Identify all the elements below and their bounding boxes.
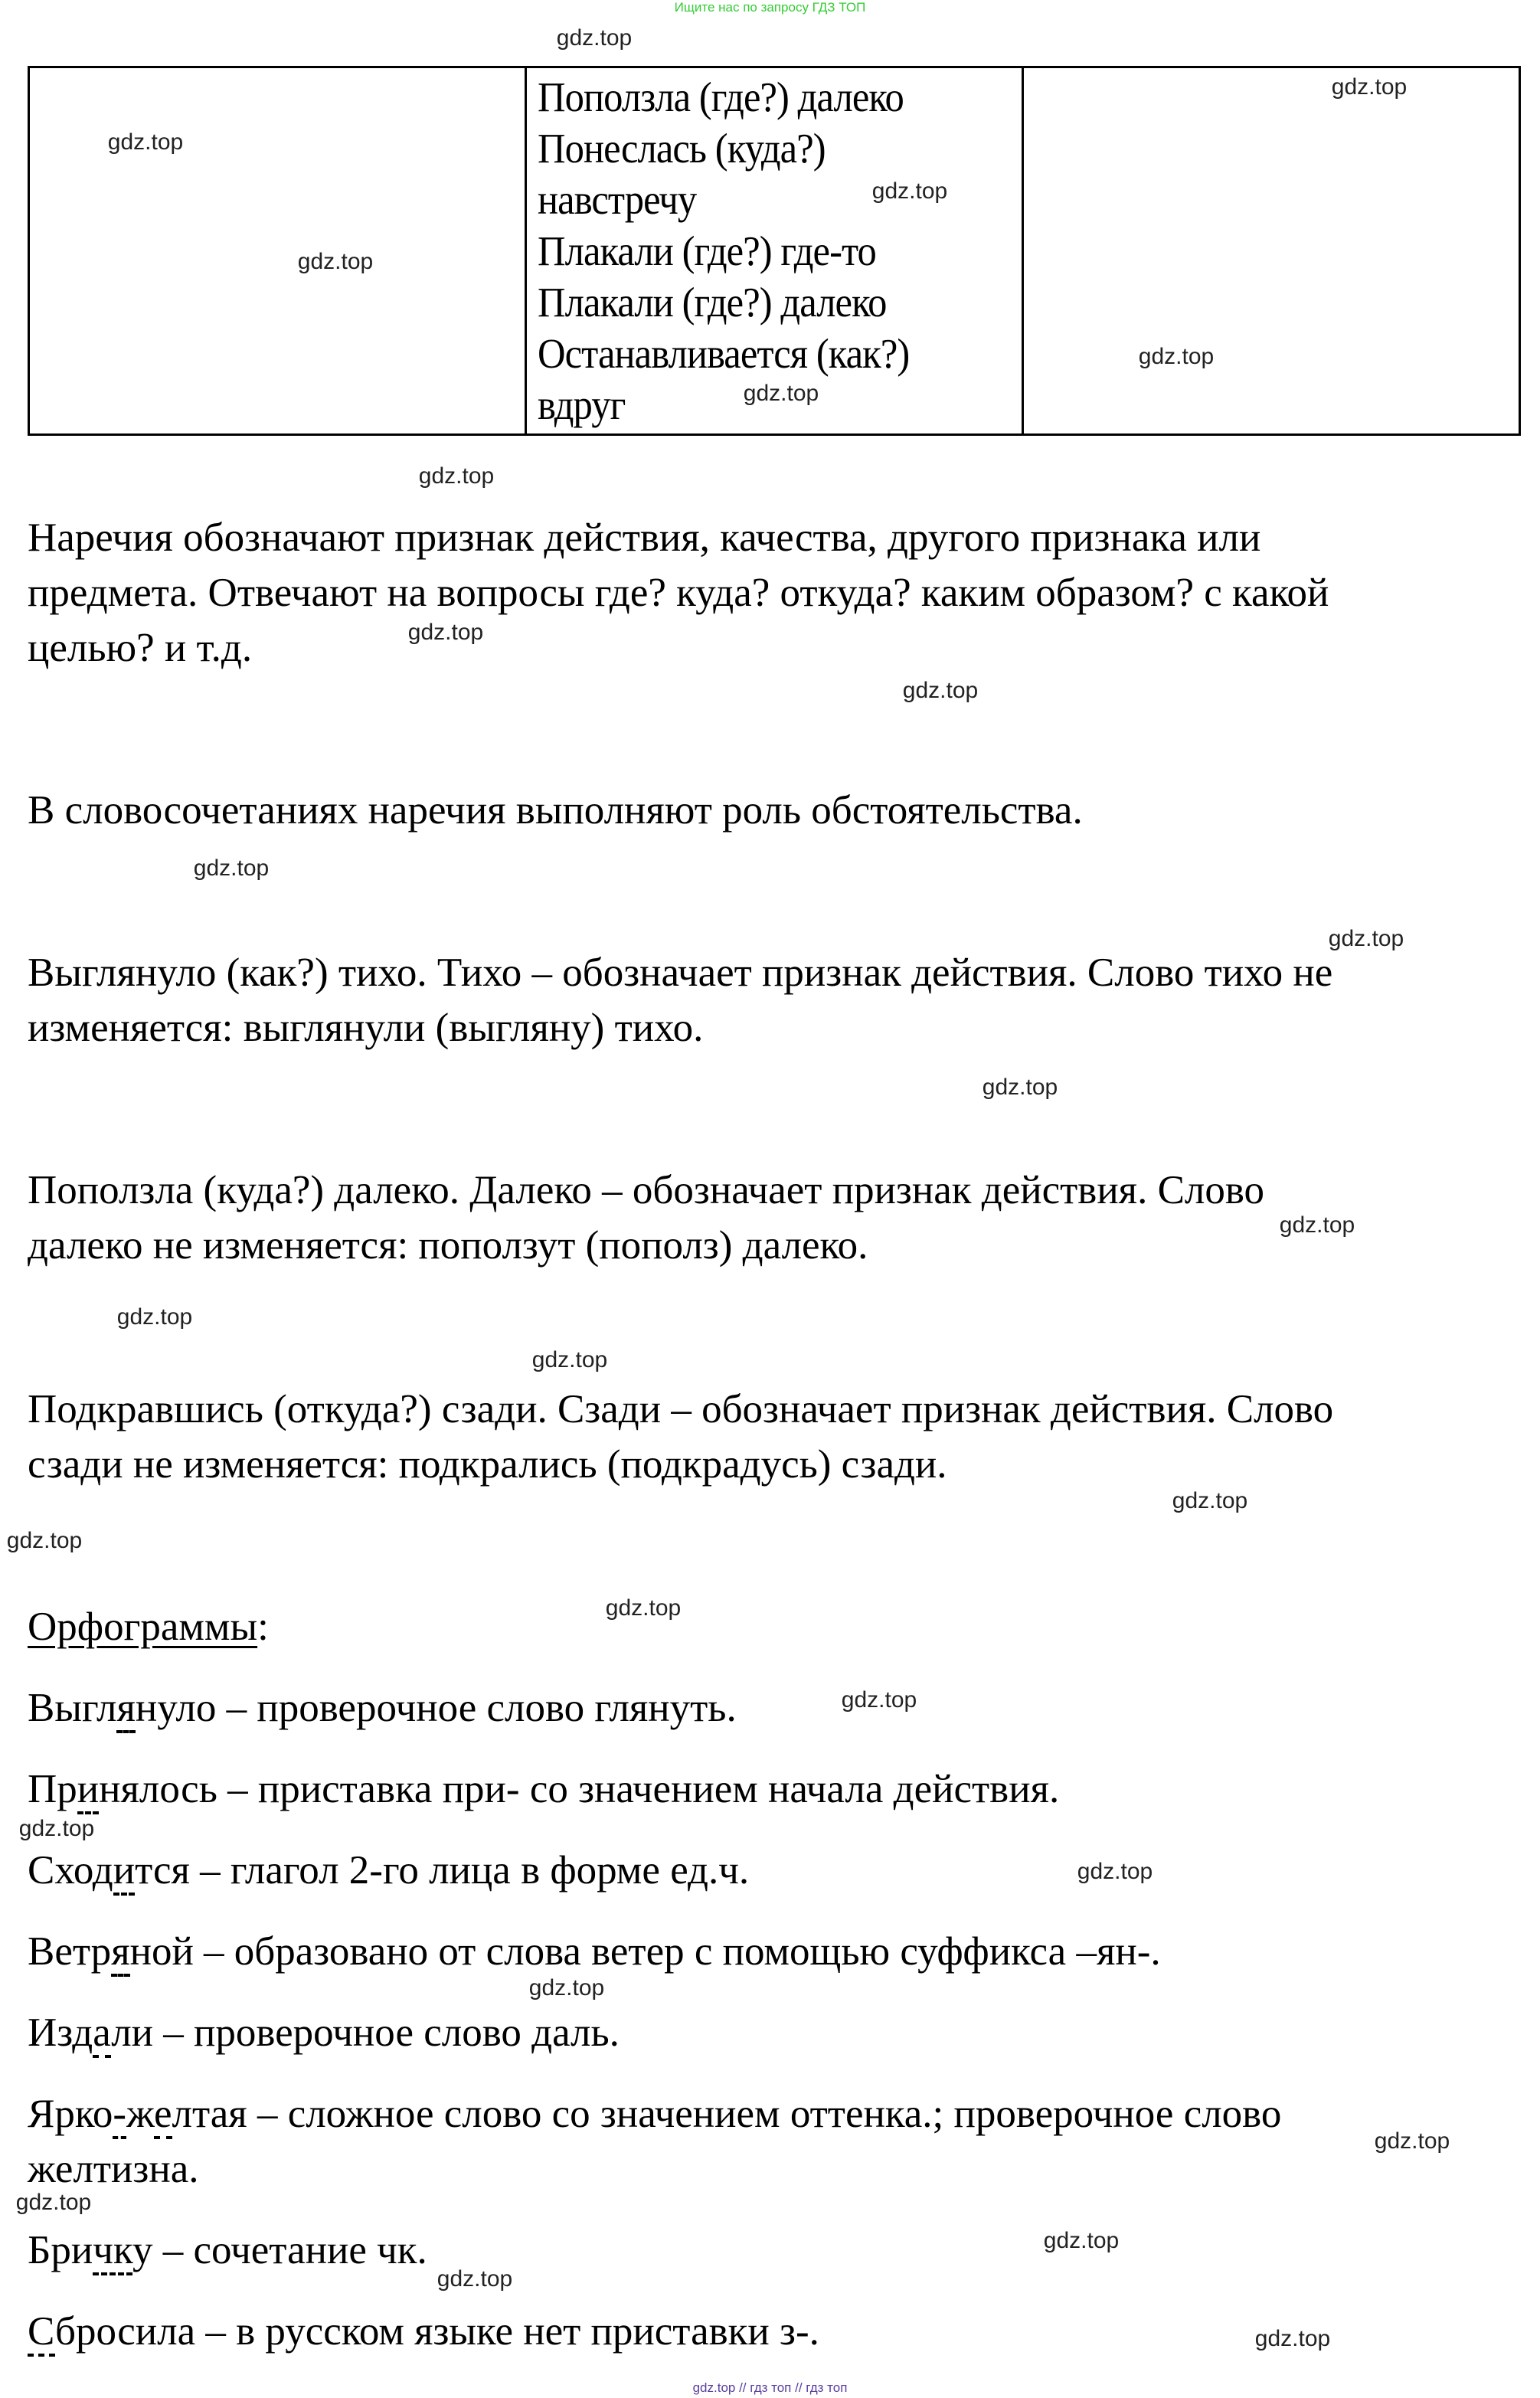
- watermark-text: gdz.top: [1279, 1212, 1355, 1238]
- watermark-text: gdz.top: [531, 1347, 608, 1372]
- orthogram-letter: и: [77, 1767, 99, 1814]
- text-line: желтизна.: [28, 2147, 199, 2191]
- watermark-text: gdz.top: [528, 1975, 605, 2001]
- orthogram-item: [28, 1843, 749, 1898]
- text-segment: ной – образовано от слова ветер с помощью суффикса –ян-.: [129, 1929, 1161, 1974]
- table-line: Останавливается (как?): [538, 330, 910, 377]
- watermark-text: gdz.top: [1172, 1488, 1248, 1513]
- text-line: Выглянуло (как?) тихо. Тихо – обозначает признак действия. Слово тихо не: [28, 950, 1333, 995]
- watermark-text: gdz.top: [605, 1595, 682, 1621]
- orthograms-heading: [28, 1599, 269, 1654]
- watermark-text: gdz.top: [871, 178, 948, 204]
- watermark-text: gdz.top: [18, 1816, 95, 1841]
- watermark-text: gdz.top: [107, 129, 184, 155]
- orthogram-item: [28, 2086, 1281, 2197]
- orthogram-letter: я: [111, 1929, 129, 1977]
- example-szadi: [28, 1382, 1333, 1492]
- text-line: Подкравшись (откуда?) сзади. Сзади – обозначает признак действия. Слово: [28, 1387, 1334, 1431]
- watermark-text: gdz.top: [436, 2266, 513, 2292]
- watermark-text: gdz.top: [15, 2190, 92, 2215]
- text-line: изменяется: выглянули (выгляну) тихо.: [28, 1006, 704, 1050]
- text-line: целью? и т.д.: [28, 626, 253, 670]
- watermark-text: gdz.top: [743, 381, 819, 406]
- table-line: Плакали (где?) далеко: [538, 279, 887, 326]
- text-line: В словосочетаниях наречия выполняют роль обстоятельства.: [28, 788, 1083, 833]
- heading-text: Орфограммы: [28, 1605, 258, 1649]
- footer-links: gdz.top // гдз топ // гдз топ: [692, 2380, 848, 2395]
- text-segment: Сход: [28, 1848, 113, 1893]
- orthogram-item: [28, 1762, 1059, 1817]
- orthogram-item: [28, 1924, 1161, 1979]
- example-daleko: [28, 1163, 1264, 1273]
- orthogram-letter: е: [154, 2092, 172, 2139]
- watermark-text: gdz.top: [556, 25, 633, 51]
- search-hint-banner: Ищите нас по запросу ГДЗ ТОП: [674, 0, 866, 15]
- orthogram-item: [28, 1680, 737, 1736]
- text-segment: тся – глагол 2-го лица в форме ед.ч.: [135, 1848, 750, 1893]
- orthogram-item: [28, 2223, 427, 2278]
- table-line: Понеслась (куда?): [538, 125, 826, 172]
- watermark-text: gdz.top: [902, 678, 979, 703]
- orthogram-item: [28, 2005, 620, 2060]
- text-segment: Ветр: [28, 1929, 112, 1974]
- orthogram-letter: а: [93, 2010, 111, 2058]
- watermark-text: gdz.top: [407, 620, 484, 645]
- text-segment: ли – проверочное слово даль.: [111, 2010, 620, 2055]
- table-line: Плакали (где?) где-то: [538, 227, 876, 274]
- text-segment: Ярко: [28, 2092, 113, 2136]
- text-line: Наречия обозначают признак действия, качества, другого признака или: [28, 515, 1261, 560]
- orthogram-letter: С: [28, 2309, 55, 2357]
- watermark-text: gdz.top: [6, 1528, 83, 1553]
- text-segment: у – сочетание чк.: [132, 2228, 427, 2272]
- table-cell-left: [29, 67, 526, 435]
- orthogram-letter: и: [113, 1848, 135, 1896]
- watermark-text: gdz.top: [1138, 344, 1215, 369]
- text-line: Поползла (куда?) далеко. Далеко – обозначает признак действия. Слово: [28, 1168, 1265, 1212]
- orthogram-letter: я: [116, 1686, 135, 1733]
- text-segment: бросила – в русском языке нет приставки з-.: [55, 2309, 819, 2354]
- watermark-text: gdz.top: [297, 249, 374, 274]
- table-line: навстречу: [538, 176, 697, 223]
- watermark-text: gdz.top: [193, 855, 270, 881]
- text-line: далеко не изменяется: поползут (пополз) далеко.: [28, 1223, 868, 1268]
- text-segment: нялось – приставка при- со значением начала действия.: [99, 1767, 1060, 1811]
- watermark-text: gdz.top: [1077, 1859, 1153, 1884]
- adverb-definition: [28, 510, 1329, 676]
- heading-colon: :: [257, 1605, 269, 1649]
- text-segment: Выгл: [28, 1686, 117, 1730]
- text-segment: Бри: [28, 2228, 93, 2272]
- watermark-text: gdz.top: [982, 1075, 1058, 1100]
- table-cell-right: [1023, 67, 1520, 435]
- text-line: сзади не изменяется: подкрались (подкрадусь) сзади.: [28, 1442, 947, 1487]
- watermark-text: gdz.top: [1043, 2228, 1120, 2253]
- orthogram-letter: чк: [93, 2228, 132, 2275]
- table-line: Поползла (где?) далеко: [538, 74, 904, 120]
- watermark-text: gdz.top: [1331, 74, 1408, 100]
- text-segment: Пр: [28, 1767, 77, 1811]
- watermark-text: gdz.top: [1374, 2128, 1450, 2154]
- watermark-text: gdz.top: [116, 1304, 193, 1330]
- orthogram-item: [28, 2304, 819, 2359]
- watermark-text: gdz.top: [1328, 926, 1404, 951]
- text-segment: Изд: [28, 2010, 93, 2055]
- adverb-role: [28, 783, 1083, 838]
- example-tikho: [28, 945, 1332, 1055]
- text-line: предмета. Отвечают на вопросы где? куда? откуда? каким образом? с какой: [28, 571, 1329, 615]
- text-segment: лтая – сложное слово со значением оттенка.; проверочное слово: [172, 2092, 1282, 2136]
- watermark-text: gdz.top: [841, 1687, 917, 1713]
- text-segment: ж: [126, 2092, 154, 2136]
- table-line: вдруг: [538, 381, 626, 428]
- table-cell-middle: [526, 67, 1023, 435]
- orthogram-letter: -: [113, 2092, 126, 2139]
- text-segment: нуло – проверочное слово глянуть.: [135, 1686, 737, 1730]
- watermark-text: gdz.top: [1254, 2326, 1331, 2351]
- watermark-text: gdz.top: [418, 463, 495, 489]
